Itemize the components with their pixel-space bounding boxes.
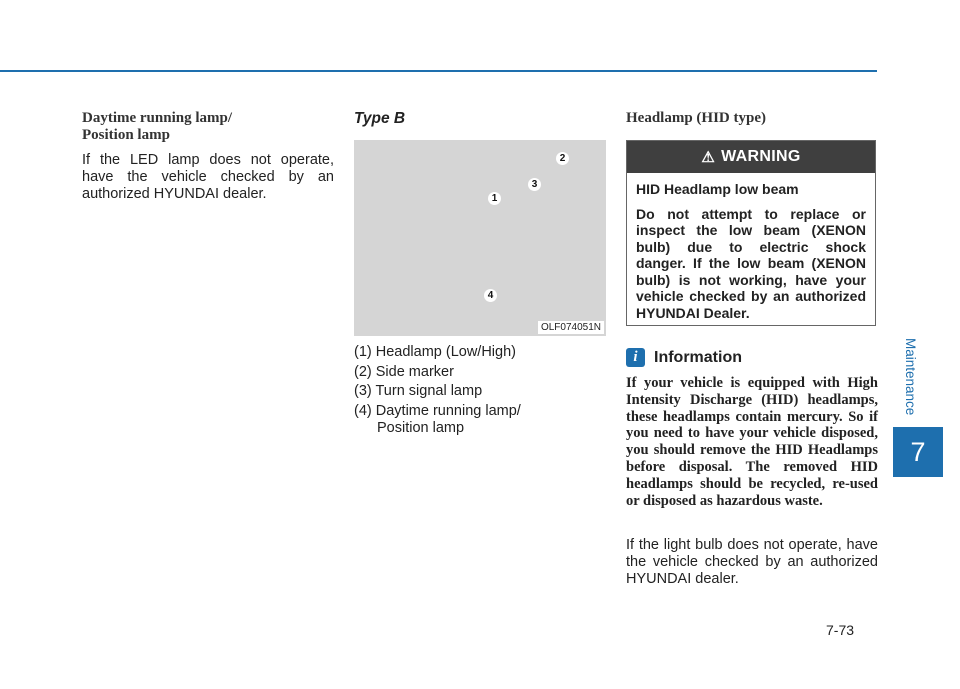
legend-item-3: (3) Turn signal lamp bbox=[354, 383, 483, 399]
figure-code: OLF074051N bbox=[538, 321, 604, 334]
callout-1: 1 bbox=[488, 192, 501, 205]
lamp-figure bbox=[354, 140, 606, 336]
heading-line-1: Daytime running lamp/ bbox=[82, 110, 233, 126]
legend-item-2: (2) Side marker bbox=[354, 363, 454, 380]
figure-legend bbox=[354, 343, 606, 439]
warning-title: HID Headlamp low beam bbox=[636, 181, 799, 197]
warning-triangle-icon: ⚠ bbox=[701, 149, 716, 166]
column-hid-headlamp bbox=[626, 110, 878, 127]
section-heading-drl bbox=[82, 110, 334, 144]
warning-body: Do not attempt to replace or inspect the low beam (XENON bulb) due to electric shock danger. If the low beam (XENON bulb) is not working, have your vehicle checked by an authorized HYUNDAI Dealer. bbox=[636, 205, 866, 321]
callout-3: 3 bbox=[528, 178, 541, 191]
warning-box bbox=[626, 140, 876, 326]
warning-content bbox=[627, 173, 875, 321]
column-type-b bbox=[354, 110, 606, 128]
legend-item-4-continuation: Position lamp bbox=[377, 420, 465, 436]
drl-body-text: If the LED lamp does not operate, have the vehicle checked by an authorized HYUNDAI dealer. bbox=[82, 152, 334, 202]
warning-label: WARNING bbox=[721, 148, 801, 165]
type-b-heading: Type B bbox=[354, 110, 406, 127]
hid-heading: Headlamp (HID type) bbox=[626, 110, 766, 126]
information-body: If your vehicle is equipped with High Intensity Discharge (HID) headlamps, these headlamps contain mercury. So if you need to have your vehicle disposed, you should remove the HID Headlamps before disposal. The removed HID headlamps should be recycled, re-used or disposed as hazardous waste. bbox=[626, 375, 878, 509]
page-number: 7-73 bbox=[826, 622, 855, 638]
bulb-notice-text: If the light bulb does not operate, have the vehicle checked by an authorized HYUNDAI dealer. bbox=[626, 537, 878, 587]
information-header bbox=[626, 348, 742, 367]
section-side-label: Maintenance bbox=[903, 338, 918, 416]
callout-2: 2 bbox=[556, 152, 569, 165]
callout-4: 4 bbox=[484, 289, 497, 302]
info-icon: i bbox=[626, 348, 645, 367]
legend-item-1: (1) Headlamp (Low/High) bbox=[354, 344, 516, 360]
legend-item-4: (4) Daytime running lamp/ bbox=[354, 402, 521, 419]
heading-line-2: Position lamp bbox=[82, 127, 170, 143]
column-daytime-running-lamp bbox=[82, 110, 334, 203]
information-title: Information bbox=[654, 348, 742, 366]
warning-header bbox=[627, 141, 875, 173]
header-rule bbox=[0, 70, 877, 72]
chapter-tab: 7 bbox=[893, 427, 943, 477]
